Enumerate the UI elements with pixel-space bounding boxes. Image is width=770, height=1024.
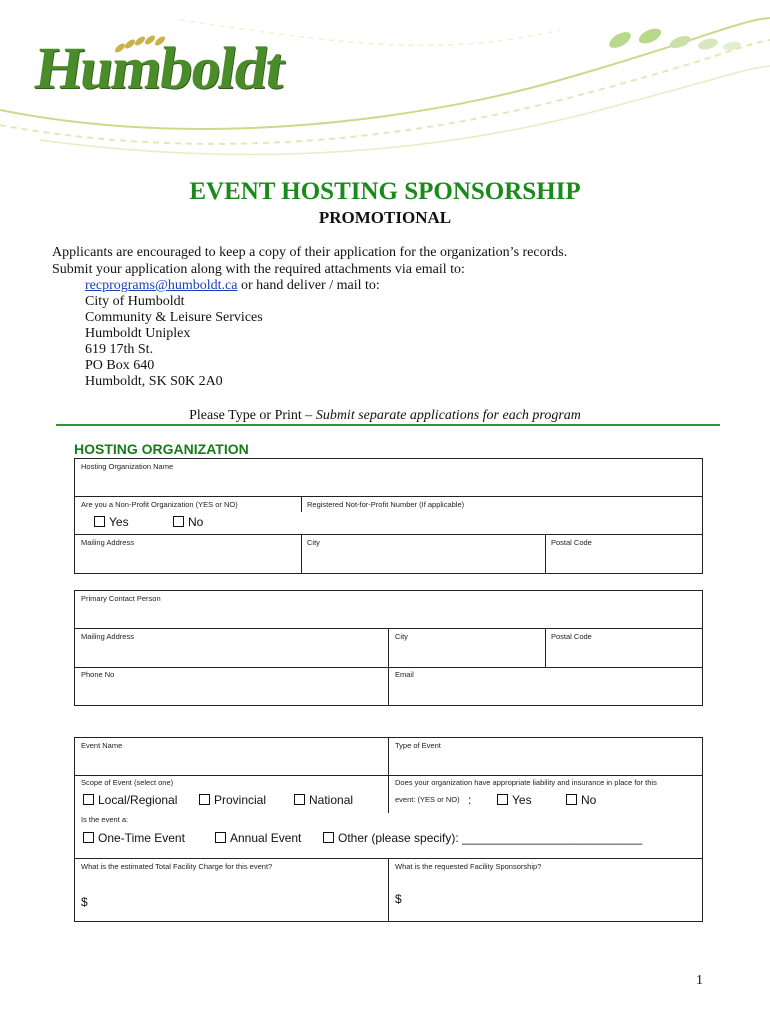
annual-event-checkbox[interactable]: Annual Event [215,831,301,845]
address-line: PO Box 640 [85,358,155,373]
contact-postal-code-field[interactable]: Postal Code [551,632,592,641]
event-type-field[interactable]: Type of Event [395,741,441,750]
email-field[interactable]: Email [395,670,414,679]
email-line [85,278,380,294]
event-name-field[interactable]: Event Name [81,741,123,750]
address-line: 619 17th St. [85,342,154,357]
hosting-org-form-block [74,458,703,574]
checkbox-icon [323,832,334,843]
nonprofit-no-checkbox[interactable]: No [173,515,203,529]
org-name-field[interactable]: Hosting Organization Name [81,462,174,471]
checkbox-icon [83,832,94,843]
sponsorship-label: What is the requested Facility Sponsorship? [395,862,542,871]
email-suffix: or hand deliver / mail to: [237,278,380,293]
phone-field[interactable]: Phone No [81,670,115,679]
scope-provincial-checkbox[interactable]: Provincial [199,793,266,807]
nonprofit-question: Are you a Non-Profit Organization (YES or NO) [81,500,238,509]
intro-line-2: Submit your application along with the required attachments via email to: [52,262,465,277]
address-line: Humboldt Uniplex [85,326,191,341]
contact-city-field[interactable]: City [395,632,408,641]
checkbox-icon [173,516,184,527]
primary-contact-field[interactable]: Primary Contact Person [81,594,161,603]
org-mailing-address-field[interactable]: Mailing Address [81,538,134,547]
liability-colon: : [468,793,472,807]
document-title: EVENT HOSTING SPONSORSHIP [189,178,581,205]
scope-label: Scope of Event (select one) [81,778,174,787]
email-link[interactable]: recprograms@humboldt.ca [85,278,238,293]
checkbox-icon [497,794,508,805]
humboldt-logo: Humboldt [31,35,289,101]
address-line: City of Humboldt [85,294,185,309]
address-line: Community & Leisure Services [85,310,263,325]
facility-charge-field[interactable]: $ [81,895,88,909]
checkbox-icon [83,794,94,805]
checkbox-icon [94,516,105,527]
checkbox-icon [215,832,226,843]
nonprofit-yes-checkbox[interactable]: Yes [94,515,129,529]
scope-national-checkbox[interactable]: National [294,793,353,807]
address-line: Humboldt, SK S0K 2A0 [85,374,223,389]
sponsorship-field[interactable]: $ [395,892,402,906]
one-time-event-checkbox[interactable]: One-Time Event [83,831,185,845]
intro-line-1: Applicants are encouraged to keep a copy of their application for the organization’s records. [52,245,568,260]
checkbox-icon [199,794,210,805]
other-event-checkbox[interactable]: Other (please specify): ___________________________ [323,831,642,845]
contact-mailing-address-field[interactable]: Mailing Address [81,632,134,641]
liability-yes-checkbox[interactable]: Yes [497,793,532,807]
document-subtitle: PROMOTIONAL [318,208,452,227]
scope-local-checkbox[interactable]: Local/Regional [83,793,177,807]
liability-question-line2: event: (YES or NO) [395,795,460,804]
facility-charge-label: What is the estimated Total Facility Charge for this event? [81,862,273,871]
checkbox-icon [566,794,577,805]
org-postal-code-field[interactable]: Postal Code [551,538,592,547]
checkbox-icon [294,794,305,805]
org-city-field[interactable]: City [307,538,320,547]
instructions: Please Type or Print – Submit separate applications for each program [189,408,581,423]
page-number: 1 [696,973,703,988]
registered-number-field[interactable]: Registered Not-for-Profit Number (If applicable) [307,500,465,509]
divider [56,424,720,426]
section-title: HOSTING ORGANIZATION [74,441,249,457]
liability-question: Does your organization have appropriate liability and insurance in place for this [395,778,657,787]
event-kind-label: Is the event a: [81,815,129,824]
liability-no-checkbox[interactable]: No [566,793,596,807]
